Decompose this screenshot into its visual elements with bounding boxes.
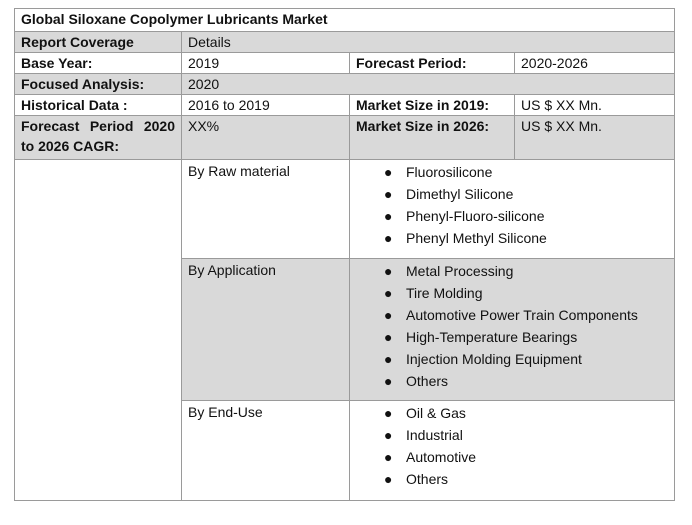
historical-data-label: Historical Data : (15, 95, 182, 116)
market-size-2026-label: Market Size in 2026: (350, 116, 515, 160)
list-item-label: Injection Molding Equipment (406, 351, 582, 367)
cagr-value: XX% (182, 116, 350, 160)
segment-items-end-use (350, 401, 675, 501)
list-item (356, 161, 668, 183)
list-item-label: Phenyl Methyl Silicone (406, 230, 547, 246)
list-item (356, 282, 668, 304)
base-year-label: Base Year: (15, 53, 182, 74)
list-item-label: Metal Processing (406, 263, 514, 279)
bullet-icon: ● (384, 373, 393, 389)
market-size-2019-label: Market Size in 2019: (350, 95, 515, 116)
bullet-icon: ● (384, 427, 393, 443)
list-item (356, 304, 668, 326)
segment-label-raw-material: By Raw material (182, 160, 350, 259)
bullet-icon: ● (384, 186, 393, 202)
list-item (356, 370, 668, 392)
list-item (356, 183, 668, 205)
list-item (356, 468, 668, 490)
market-size-2026-value: US $ XX Mn. (515, 116, 675, 160)
list-item-label: Others (406, 373, 449, 389)
list-item-label: High-Temperature Bearings (406, 329, 578, 345)
list-item-label: Automotive (406, 449, 477, 465)
list-item (356, 227, 668, 249)
list-item-label: Automotive Power Train Components (406, 307, 638, 323)
list-item (356, 348, 668, 370)
report-coverage-header: Report Coverage (15, 32, 182, 53)
forecast-period-label: Forecast Period: (350, 53, 515, 74)
list-item-label: Fluorosilicone (406, 164, 493, 180)
list-item (356, 402, 668, 424)
list-item-label: Industrial (406, 427, 463, 443)
focused-analysis-label: Focused Analysis: (15, 74, 182, 95)
list-item (356, 326, 668, 348)
bullet-icon: ● (384, 230, 393, 246)
report-table (14, 8, 675, 501)
segment-label-end-use: By End-Use (182, 401, 350, 501)
list-item-label: Oil & Gas (406, 405, 466, 421)
list-item (356, 205, 668, 227)
segment-items-raw-material (350, 160, 675, 259)
bullet-list (356, 259, 668, 392)
list-item-label: Tire Molding (406, 285, 483, 301)
bullet-icon: ● (384, 263, 393, 279)
bullet-icon: ● (384, 329, 393, 345)
bullet-icon: ● (384, 307, 393, 323)
historical-data-value: 2016 to 2019 (182, 95, 350, 116)
cagr-label: Forecast Period 2020 to 2026 CAGR: (15, 116, 182, 160)
bullet-icon: ● (384, 471, 393, 487)
segment-spacer-cell (15, 160, 182, 501)
bullet-icon: ● (384, 208, 393, 224)
report-title: Global Siloxane Copolymer Lubricants Market (15, 9, 675, 32)
bullet-icon: ● (384, 351, 393, 367)
bullet-icon: ● (384, 405, 393, 421)
list-item-label: Phenyl-Fluoro-silicone (406, 208, 545, 224)
details-header: Details (182, 32, 675, 53)
list-item (356, 260, 668, 282)
segment-label-application: By Application (182, 259, 350, 401)
bullet-icon: ● (384, 285, 393, 301)
market-size-2019-value: US $ XX Mn. (515, 95, 675, 116)
bullet-icon: ● (384, 449, 393, 465)
forecast-period-value: 2020-2026 (515, 53, 675, 74)
list-item (356, 446, 668, 468)
bullet-list (356, 160, 668, 249)
bullet-icon: ● (384, 164, 393, 180)
focused-analysis-value: 2020 (182, 74, 675, 95)
base-year-value: 2019 (182, 53, 350, 74)
list-item (356, 424, 668, 446)
bullet-list (356, 401, 668, 490)
list-item-label: Dimethyl Silicone (406, 186, 514, 202)
list-item-label: Others (406, 471, 449, 487)
segment-items-application (350, 259, 675, 401)
